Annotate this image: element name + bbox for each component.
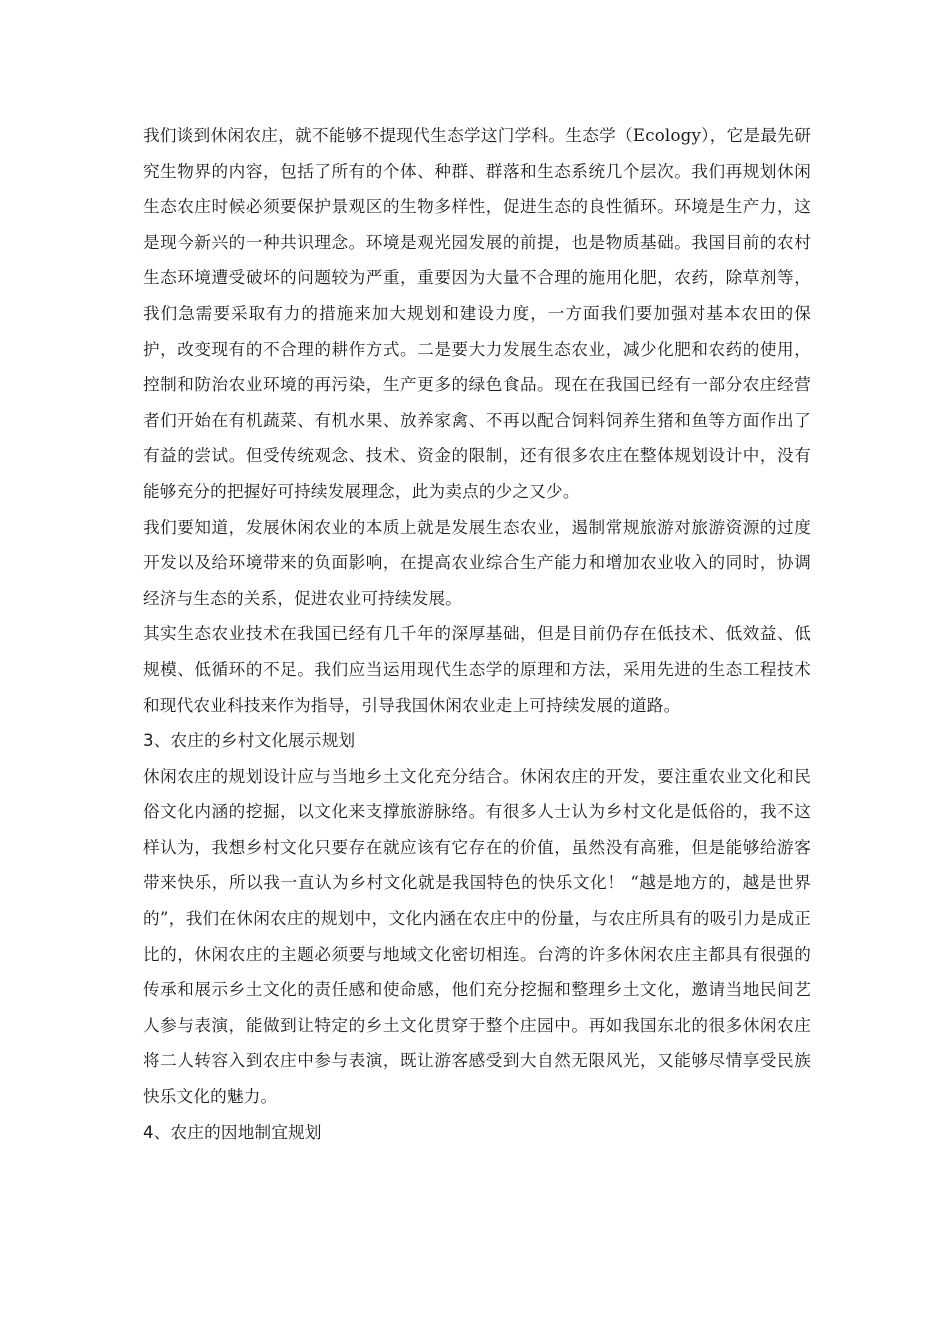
paragraph-ecology: 我们谈到休闲农庄，就不能够不提现代生态学这门学科。生态学（Ecology），它是最先研究生物界的内容，包括了所有的个体、种群、群落和生态系统几个层次。我们再规划休闲生态农庄时候必须要保护景观区的生物多样性，促进生态的良性循环。环境是生产力，这是现今新兴的一种共识理念。环境是观光园发展的前提，也是物质基础。我国目前的农村生态环境遭受破坏的问题较为严重，重要因为大量不合理的施用化肥，农药，除草剂等，我们急需要采取有力的措施来加大规划和建设力度，一方面我们要加强对基本农田的保护，改变现有的不合理的耕作方式。二是要大力发展生态农业，减少化肥和农药的使用，控制和防治农业环境的再污染，生产更多的绿色食品。现在在我国已经有一部分农庄经营者们开始在有机蔬菜、有机水果、放养家禽、不再以配合饲料饲养生猪和鱼等方面作出了有益的尝试。但受传统观念、技术、资金的限制，还有很多农庄在整体规划设计中，没有能够充分的把握好可持续发展理念，此为卖点的少之又少。	[143, 126, 811, 501]
paragraph-ecological-agriculture: 我们要知道，发展休闲农业的本质上就是发展生态农业，遏制常规旅游对旅游资源的过度开发以及给环境带来的负面影响，在提高农业综合生产能力和增加农业收入的同时，协调经济与生态的关系，促进农业可持续发展。	[143, 517, 811, 608]
document-page	[143, 118, 811, 1150]
paragraph-rural-culture: 休闲农庄的规划设计应与当地乡土文化充分结合。休闲农庄的开发，要注重农业文化和民俗文化内涵的挖掘，以文化来支撑旅游脉络。有很多人士认为乡村文化是低俗的，我不这样认为，我想乡村文化只要存在就应该有它存在的价值，虽然没有高雅，但是能够给游客带来快乐，所以我一直认为乡村文化就是我国特色的快乐文化！ “越是地方的，越是世界的”，我们在休闲农庄的规划中，文化内涵在农庄中的份量，与农庄所具有的吸引力是成正比的，休闲农庄的主题必须要与地域文化密切相连。台湾的许多休闲农庄主都具有很强的传承和展示乡土文化的责任感和使命感，他们充分挖掘和整理乡土文化，邀请当地民间艺人参与表演，能做到让特定的乡土文化贯穿于整个庄园中。再如我国东北的很多休闲农庄将二人转容入到农庄中参与表演，既让游客感受到大自然无限风光，又能够尽情享受民族快乐文化的魅力。	[143, 766, 811, 1107]
paragraph-ecological-technology: 其实生态农业技术在我国已经有几千年的深厚基础，但是目前仍存在低技术、低效益、低规模、低循环的不足。我们应当运用现代生态学的原理和方法，采用先进的生态工程技术和现代农业科技来作为指导，引导我国休闲农业走上可持续发展的道路。	[143, 624, 811, 715]
section-heading-4: 4、农庄的因地制宜规划	[143, 1122, 322, 1142]
section-heading-3: 3、农庄的乡村文化展示规划	[143, 731, 356, 751]
